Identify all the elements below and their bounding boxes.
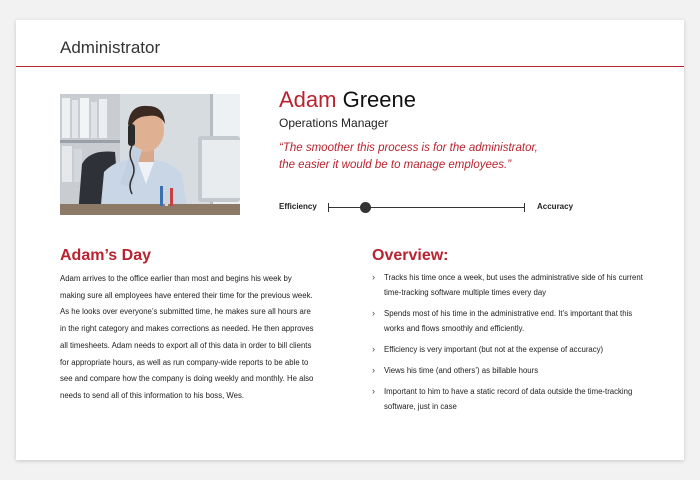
overview-section-title: Overview: [372, 247, 449, 264]
quote-line-2: the easier it would be to manage employees.” [279, 159, 512, 171]
overview-item [372, 363, 652, 378]
persona-name [279, 87, 416, 113]
overview-item [372, 270, 652, 300]
persona-last-name: Greene [342, 87, 416, 112]
quote-line-1: “The smoother this process is for the administrator, [279, 142, 538, 154]
scale-track [328, 207, 525, 208]
profile-photo-illustration [60, 94, 240, 215]
overview-list [372, 270, 652, 420]
persona-role: Operations Manager [279, 116, 389, 130]
overview-item-text: Efficiency is very important (but not at the expense of accuracy) [384, 345, 604, 354]
chevron-right-icon: › [372, 365, 375, 375]
card-title: Administrator [60, 38, 161, 57]
chevron-right-icon: › [372, 308, 375, 318]
efficiency-accuracy-scale [279, 200, 599, 216]
overview-item-text: Views his time (and others’) as billable hours [384, 366, 539, 375]
persona-first-name: Adam [279, 87, 337, 112]
overview-item-text: Tracks his time once a week, but uses the administrative side of his current time-tracking software multiple times every day [384, 273, 643, 297]
overview-item [372, 384, 652, 414]
card-header [16, 20, 684, 67]
scale-right-label: Accuracy [537, 202, 574, 211]
day-section-text: Adam arrives to the office earlier than most and begins his week by making sure all employees have entered their time for the previous week. As he looks over everyone’s submitted time, he makes sure all hours are in the right category and makes corrections as needed. He then approves all timesheets. Adam needs to export all of this data in order to bill clients for appropriate hours, as well as run company-wide reports to be able to see and compare how the company is doing weekly and monthly. He also needs to send all of this information to his boss, Wes. [60, 274, 314, 400]
chevron-right-icon: › [372, 272, 375, 282]
day-section-title: Adam’s Day [60, 247, 151, 264]
persona-card [16, 20, 684, 460]
profile-photo [60, 94, 240, 215]
persona-quote [279, 140, 569, 174]
overview-item-text: Spends most of his time in the administrative end. It’s important that this works and flows smoothly and efficiently. [384, 309, 633, 333]
chevron-right-icon: › [372, 344, 375, 354]
chevron-right-icon: › [372, 386, 375, 396]
overview-item-text: Important to him to have a static record of data outside the time-tracking software, just in case [384, 387, 633, 411]
overview-item [372, 342, 652, 357]
scale-marker [360, 202, 371, 213]
scale-left-label: Efficiency [279, 202, 317, 211]
scale-right-cap [524, 203, 525, 212]
overview-item [372, 306, 652, 336]
